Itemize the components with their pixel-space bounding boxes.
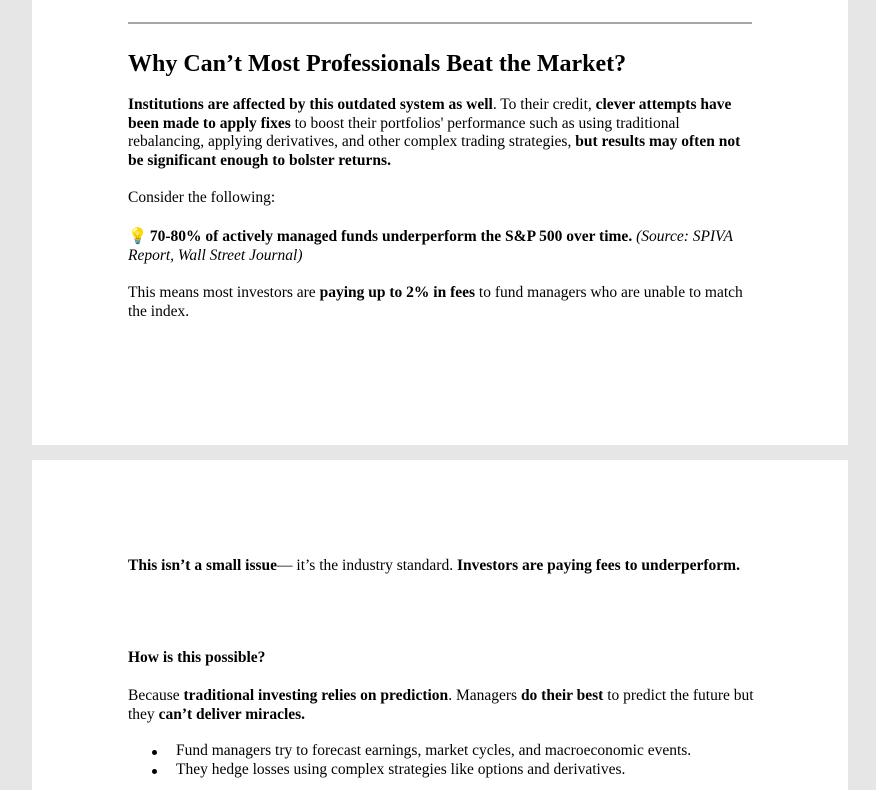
text: Because [128,687,184,704]
bullet-icon [152,769,157,774]
bullet-icon [152,750,157,755]
list-item [128,761,754,780]
text: This means most investors are [128,284,320,301]
bold-text: do their best [520,687,604,704]
bold-text: paying up to 2% in fees [319,284,476,301]
list-item-text: Fund managers try to forecast earnings, market cycles, and macroeconomic events. [176,742,692,759]
list-item-text: They hedge losses using complex strategies like options and derivatives. [176,760,626,778]
paragraph-prediction [128,687,754,724]
bold-text: This isn’t a small issue [128,557,278,574]
bold-text: can’t deliver miracles. [158,705,306,723]
paragraph-small-issue [128,557,754,576]
bold-text: 70-80% of actively managed funds underperform the S&P 500 over time. [149,228,633,245]
text: to fund managers who are unable to match the index. [128,284,743,320]
bold-text: Institutions are affected by this outdated system as well [128,96,493,113]
text: . To their credit, [492,96,596,113]
text: to boost their portfolios' performance such as using traditional rebalancing, applying derivatives, and other complex trading strategies, [128,114,680,150]
list-item [128,742,754,761]
paragraph-statistic [128,228,754,265]
paragraph-fees [128,284,754,321]
bold-text: but results may often not be significant enough to bolster returns. [128,133,741,169]
bullet-list [128,742,754,779]
text: — it’s the industry standard. [277,557,457,574]
bold-text: How is this possible? [128,649,266,666]
document-page-2 [32,460,848,790]
paragraph-consider: Consider the following: [128,189,276,206]
source-citation: (Source: SPIVA Report, Wall Street Journal) [128,228,733,264]
text: to predict the future but they [128,687,754,723]
text: . Managers [448,687,521,704]
horizontal-rule [128,22,752,24]
bold-text: traditional investing relies on prediction [183,687,449,704]
subheading-how-possible [128,649,754,668]
paragraph-institutions [128,96,754,170]
document-page-1 [32,0,848,445]
bold-text: Investors are paying fees to underperform. [456,557,740,574]
lightbulb-icon: 💡 [128,228,148,245]
section-heading: Why Can’t Most Professionals Beat the Market? [128,51,627,77]
bold-text: clever attempts have been made to apply fixes [128,96,732,132]
